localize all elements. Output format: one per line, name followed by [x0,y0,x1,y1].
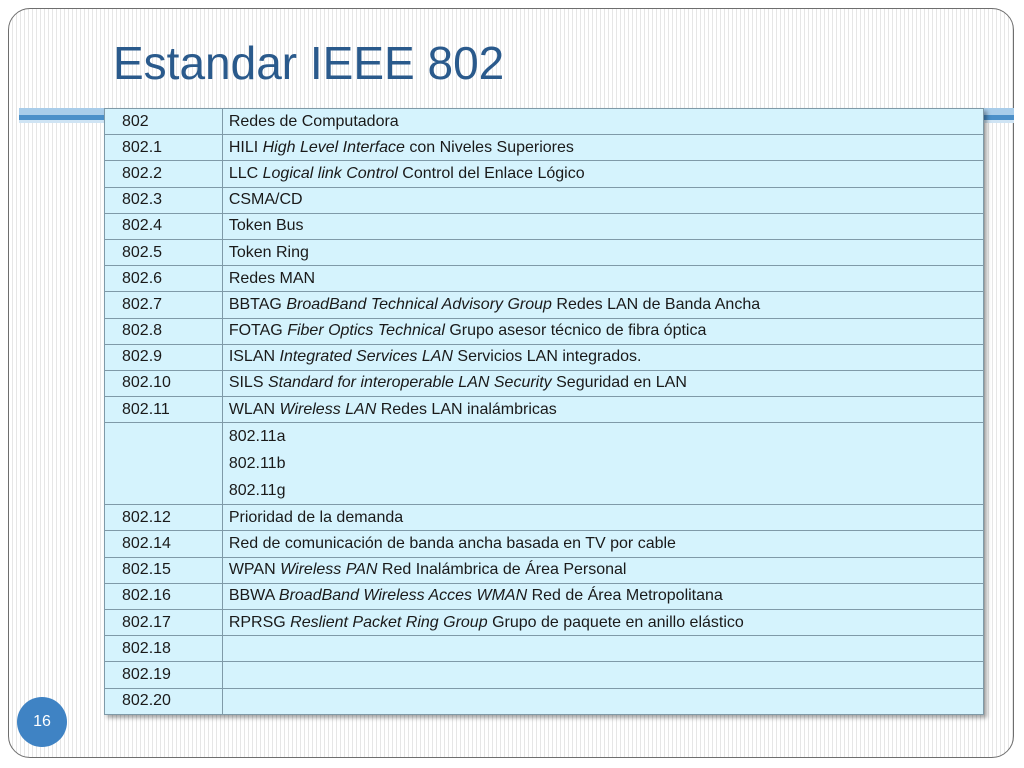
standard-code-cell: 802.14 [105,531,223,557]
standard-full-name: Logical link Control [262,164,398,182]
standard-description-cell [222,610,983,636]
standard-description-cell [222,636,983,662]
standard-description-cell [222,213,983,239]
table-row [105,370,984,396]
table-row [105,187,984,213]
standard-code-cell: 802.3 [105,187,223,213]
standard-full-name: BroadBand Wireless Acces WMAN [278,587,528,605]
table-row [105,583,984,609]
standard-abbreviation: WPAN [228,561,276,579]
table-row [105,318,984,344]
standard-abbreviation: ISLAN [228,348,276,366]
table-row [105,662,984,688]
table-row [105,688,984,714]
standard-code-cell: 802.4 [105,213,223,239]
standard-description-cell [222,531,983,557]
standard-code-cell: 802.1 [105,135,223,161]
standard-full-name: Reslient Packet Ring Group [290,613,488,631]
standard-full-name: Standard for interoperable LAN Security [267,374,552,392]
standard-description-cell [222,187,983,213]
standard-description-cell [222,505,983,531]
standard-code-cell: 802.20 [105,688,223,714]
standard-abbreviation: WLAN [228,400,276,418]
standard-abbreviation: LLC [228,164,259,182]
table-row [105,636,984,662]
standard-abbreviation: BBWA [228,587,275,605]
standard-description-cell [222,161,983,187]
standard-code-cell: 802.8 [105,318,223,344]
page-number-badge: 16 [17,697,67,747]
standard-full-name: Fiber Optics Technical [287,322,445,340]
standard-description-cell [222,135,983,161]
table-row [105,344,984,370]
standard-abbreviation: HILI [228,138,259,156]
standard-description-cell [222,292,983,318]
standard-abbreviation: RPRSG [228,613,286,631]
table-row [105,557,984,583]
standard-full-name: BroadBand Technical Advisory Group [286,295,552,313]
standard-description: Redes de Computadora [228,112,399,130]
standard-description-cell [222,344,983,370]
standard-description: Redes MAN [228,269,316,287]
standard-description-cell [222,370,983,396]
standard-description: Control del Enlace Lógico [402,164,585,182]
standard-description: CSMA/CD [228,191,303,209]
sub-standard-item: 802.11b [228,455,286,473]
table-row [105,109,984,135]
standard-full-name: Wireless PAN [280,561,378,579]
table-row [105,610,984,636]
standard-description-cell [222,423,983,505]
standard-description: Token Bus [228,217,304,235]
standard-description: Red de comunicación de banda ancha basada en TV por cable [228,535,676,553]
table-row [105,239,984,265]
standard-description-cell [222,318,983,344]
standards-table-container [104,108,984,715]
standard-code-cell: 802.10 [105,370,223,396]
slide-title: Estandar IEEE 802 [113,37,505,89]
standard-description: con Niveles Superiores [409,138,574,156]
standard-description-cell [222,109,983,135]
standard-description-cell [222,662,983,688]
standard-description: Redes LAN inalámbricas [380,400,557,418]
table-row [105,161,984,187]
standard-description-cell [222,557,983,583]
sub-standard-item: 802.11g [228,482,286,500]
standard-code-cell: 802.18 [105,636,223,662]
standard-description: Prioridad de la demanda [228,508,404,526]
standard-description: Red de Área Metropolitana [531,587,723,605]
standard-code-cell: 802.5 [105,239,223,265]
standard-description-cell [222,397,983,423]
standard-description: Seguridad en LAN [556,374,687,392]
table-row [105,213,984,239]
standard-description: Grupo de paquete en anillo elástico [492,613,744,631]
standard-abbreviation: BBTAG [228,295,282,313]
standard-description-cell [222,583,983,609]
standard-full-name: High Level Interface [262,138,405,156]
table-row [105,423,984,505]
standard-description: Grupo asesor técnico de fibra óptica [449,322,707,340]
table-row [105,505,984,531]
standard-description: Red Inalámbrica de Área Personal [381,561,627,579]
standard-description-cell [222,239,983,265]
standard-description: Servicios LAN integrados. [457,348,642,366]
standard-code-cell: 802.9 [105,344,223,370]
standard-description-cell [222,688,983,714]
standard-code-cell: 802.17 [105,610,223,636]
standard-code-cell: 802.6 [105,266,223,292]
standard-code-cell [105,423,223,505]
standard-full-name: Integrated Services LAN [279,348,453,366]
table-row [105,135,984,161]
standard-code-cell: 802.16 [105,583,223,609]
standard-description-cell [222,266,983,292]
table-row [105,531,984,557]
standard-code-cell: 802.12 [105,505,223,531]
standard-code-cell: 802.7 [105,292,223,318]
sub-standard-item: 802.11a [228,428,286,446]
standard-code-cell: 802.15 [105,557,223,583]
standard-code-cell: 802.11 [105,397,223,423]
table-row [105,292,984,318]
table-row [105,397,984,423]
standard-full-name: Wireless LAN [279,400,377,418]
standard-code-cell: 802 [105,109,223,135]
standard-abbreviation: SILS [228,374,264,392]
sub-standards-list [229,423,983,504]
standard-code-cell: 802.2 [105,161,223,187]
ieee-802-standards-table [104,108,984,715]
standard-description: Token Ring [228,243,309,261]
table-row [105,266,984,292]
standard-code-cell: 802.19 [105,662,223,688]
standard-abbreviation: FOTAG [228,322,283,340]
standard-description: Redes LAN de Banda Ancha [556,295,761,313]
